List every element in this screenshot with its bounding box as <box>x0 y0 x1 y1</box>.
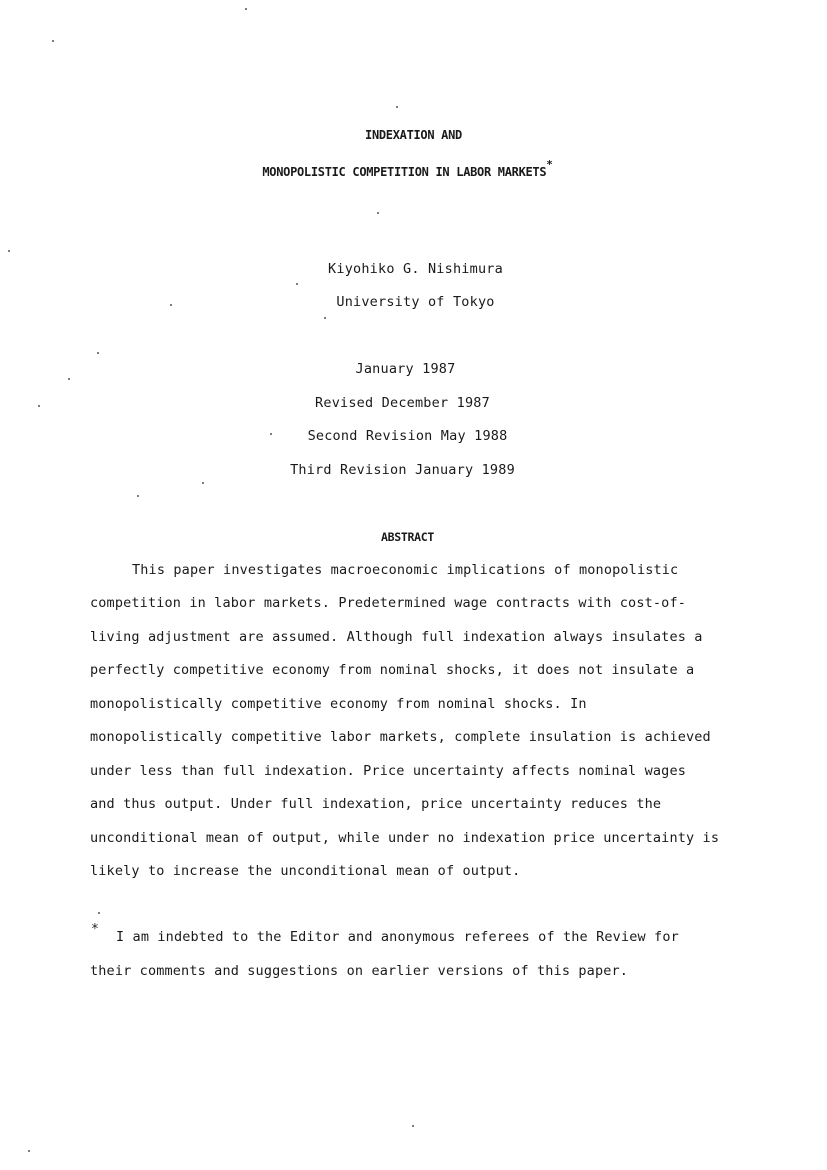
author-name: Kiyohiko G. Nishimura <box>328 261 503 277</box>
footnote-line-1: I am indebted to the Editor and anonymous referees of the Review for <box>116 929 679 945</box>
scan-speck <box>377 212 379 214</box>
date-line-1: January 1987 <box>355 361 456 377</box>
author-affiliation: University of Tokyo <box>336 294 495 310</box>
title-line-1: INDEXATION AND <box>365 128 462 142</box>
scan-speck <box>38 405 40 407</box>
scan-speck <box>28 1150 30 1152</box>
scan-speck <box>202 482 204 484</box>
abstract-line-1: This paper investigates macroeconomic implications of monopolistic <box>132 562 679 578</box>
footnote-line-2: their comments and suggestions on earlier versions of this paper. <box>90 963 629 979</box>
scan-speck <box>170 304 172 306</box>
abstract-heading: ABSTRACT <box>381 530 434 544</box>
scan-speck <box>412 1125 414 1127</box>
abstract-line-8: and thus output. Under full indexation, price uncertainty reduces the <box>90 796 662 812</box>
abstract-line-9: unconditional mean of output, while under no indexation price uncertainty is <box>90 830 720 846</box>
scan-speck <box>97 352 99 354</box>
date-line-3: Second Revision May 1988 <box>307 428 508 444</box>
abstract-line-4: perfectly competitive economy from nominal shocks, it does not insulate a <box>90 662 695 678</box>
scan-speck <box>245 8 247 10</box>
title-line-2 <box>0 158 821 179</box>
abstract-line-5: monopolistically competitive economy from nominal shocks. In <box>90 696 587 712</box>
scan-speck <box>396 106 398 108</box>
scan-speck <box>8 250 10 252</box>
abstract-line-3: living adjustment are assumed. Although full indexation always insulates a <box>90 629 703 645</box>
abstract-line-2: competition in labor markets. Predetermined wage contracts with cost-of- <box>90 595 686 611</box>
title-footnote-marker: * <box>546 158 553 171</box>
date-line-2: Revised December 1987 <box>315 395 490 411</box>
scan-speck <box>68 378 70 380</box>
abstract-line-10: likely to increase the unconditional mean of output. <box>90 863 521 879</box>
abstract-line-6: monopolistically competitive labor markets, complete insulation is achieved <box>90 729 711 745</box>
abstract-line-7: under less than full indexation. Price uncertainty affects nominal wages <box>90 763 686 779</box>
scan-speck <box>137 495 139 497</box>
scan-speck <box>52 40 54 42</box>
footnote-marker: * <box>91 922 99 937</box>
title-line-2-text: MONOPOLISTIC COMPETITION IN LABOR MARKETS <box>262 165 547 179</box>
scan-speck <box>296 283 298 285</box>
scan-speck <box>270 433 272 435</box>
scan-speck <box>98 912 100 914</box>
date-line-4: Third Revision January 1989 <box>290 462 515 478</box>
scan-speck <box>324 317 326 319</box>
